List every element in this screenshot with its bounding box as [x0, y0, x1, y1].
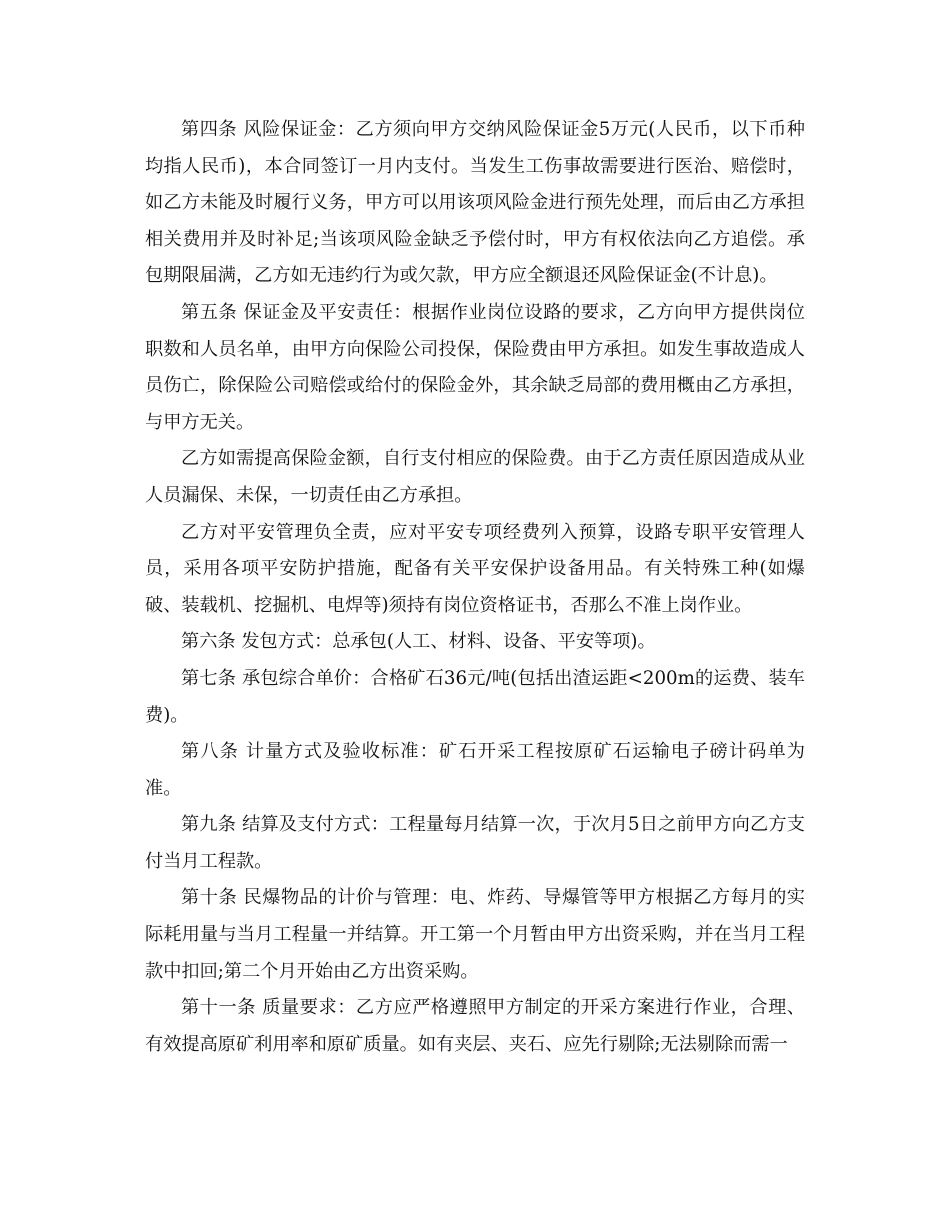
paragraph-insurance-increase: 乙方如需提高保险金额，自行支付相应的保险费。由于乙方责任原因造成从业人员漏保、未保，一切责任由乙方承担。 [145, 448, 805, 506]
document-body [145, 112, 805, 1063]
paragraph-article-9-settlement: 第九条 结算及支付方式：工程量每月结算一次，于次月5日之前甲方向乙方支付当月工程款。 [145, 814, 805, 872]
paragraph-article-4-risk-deposit: 第四条 风险保证金：乙方须向甲方交纳风险保证金5万元(人民币，以下币种均指人民币)，本合同签订一月内支付。当发生工伤事故需要进行医治、赔偿时，如乙方未能及时履行义务，甲方可以用该项风险金进行预先处理，而后由乙方承担相关费用并及时补足;当该项风险金缺乏予偿付时，甲方有权依法向乙方追偿。承包期限届满，乙方如无违约行为或欠款，甲方应全额退还风险保证金(不计息)。 [145, 119, 805, 287]
paragraph-article-6-contract-mode: 第六条 发包方式：总承包(人工、材料、设备、平安等项)。 [181, 631, 656, 653]
paragraph-article-7-unit-price: 第七条 承包综合单价：合格矿石36元/吨(包括出渣运距<200m的运费、装车费)。 [145, 667, 805, 726]
paragraph-article-8-measurement: 第八条 计量方式及验收标准：矿石开采工程按原矿石运输电子磅计码单为准。 [145, 741, 805, 799]
paragraph-article-10-explosives: 第十条 民爆物品的计价与管理：电、炸药、导爆管等甲方根据乙方每月的实际耗用量与当月工程量一并结算。开工第一个月暂由甲方出资采购，并在当月工程款中扣回;第二个月开始由乙方出资采购。 [145, 887, 805, 982]
paragraph-article-5-safety-liability: 第五条 保证金及平安责任：根据作业岗位设路的要求，乙方向甲方提供岗位职数和人员名单，由甲方向保险公司投保，保险费由甲方承担。如发生事故造成人员伤亡，除保险公司赔偿或给付的保险金外，其余缺乏局部的费用概由乙方承担，与甲方无关。 [145, 301, 805, 433]
paragraph-safety-management: 乙方对平安管理负全责，应对平安专项经费列入预算，设路专职平安管理人员，采用各项平安防护措施，配备有关平安保护设备用品。有关特殊工种(如爆破、装载机、挖掘机、电焊等)须持有岗位资格证书，否那么不准上岗作业。 [145, 521, 805, 616]
paragraph-article-11-quality: 第十一条 质量要求：乙方应严格遵照甲方制定的开采方案进行作业，合理、有效提高原矿利用率和原矿质量。如有夹层、夹石、应先行剔除;无法剔除而需一 [145, 997, 805, 1055]
